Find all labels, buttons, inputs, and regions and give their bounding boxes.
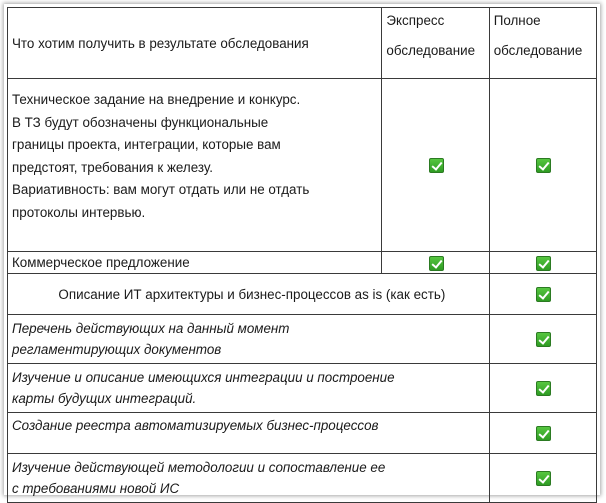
row-it-architecture: Описание ИТ архитектуры и бизнес-процессов as is (как есть) [8,274,490,315]
row-line: протоколы интервью. [12,204,146,220]
table-row [8,315,597,364]
full-cell [489,364,596,413]
row-line: предстоят, требования к железу. [12,159,213,175]
header-row [8,8,597,79]
row-line: регламентирующих документов [12,342,222,357]
full-cell [489,274,596,315]
table-frame [4,4,600,495]
row-line: границы проекта, интеграции, которые вам [12,137,281,152]
full-cell [489,413,596,454]
row-line: Изучение и описание имеющихся интеграции и построение [12,370,395,385]
express-cell [382,252,489,274]
full-cell [489,252,596,274]
row-line: Техническое задание на внедрение и конкурс. [12,92,301,107]
check-icon [536,381,551,396]
row-line: Перечень действующих на данный момент [12,321,290,336]
table-row [8,79,597,252]
check-icon [429,256,444,271]
row-documents-list [8,315,490,364]
row-commercial-offer: Коммерческое предложение [8,252,382,274]
full-cell [489,79,596,252]
row-line: с требованиями новой ИС [12,481,180,496]
row-integrations [8,364,490,413]
check-icon [536,256,551,271]
check-icon [536,158,551,173]
header-what: Что хотим получить в результате обследования [8,8,382,79]
row-line: Изучение действующей методологии и сопоставление ее [12,460,386,475]
table-row [8,252,597,274]
header-express-line1: Экспресс [386,13,445,28]
check-icon [536,426,551,441]
header-express [382,8,489,79]
header-full [489,8,596,79]
row-methodology [8,454,490,503]
row-process-registry [8,413,490,454]
row-line: карты будущих интеграций. [12,391,197,406]
table-row [8,454,597,503]
table-row [8,364,597,413]
table-row [8,413,597,454]
row-line: Вариативность: вам могут отдать или не отдать [12,182,310,197]
full-cell [489,454,596,503]
comparison-table [7,7,597,503]
full-cell [489,315,596,364]
check-icon [429,158,444,173]
check-icon [536,332,551,347]
express-cell [382,79,489,252]
check-icon [536,471,551,486]
row-line: В ТЗ будут обозначены функциональные [12,114,269,130]
row-line: Создание реестра автоматизируемых бизнес-процессов [12,418,379,433]
row-technical-spec [8,79,382,252]
header-full-line2: обследование [493,43,583,58]
header-full-line1: Полное [493,13,541,28]
header-express-line2: обследование [386,43,476,58]
table-row [8,274,597,315]
check-icon [536,287,551,302]
